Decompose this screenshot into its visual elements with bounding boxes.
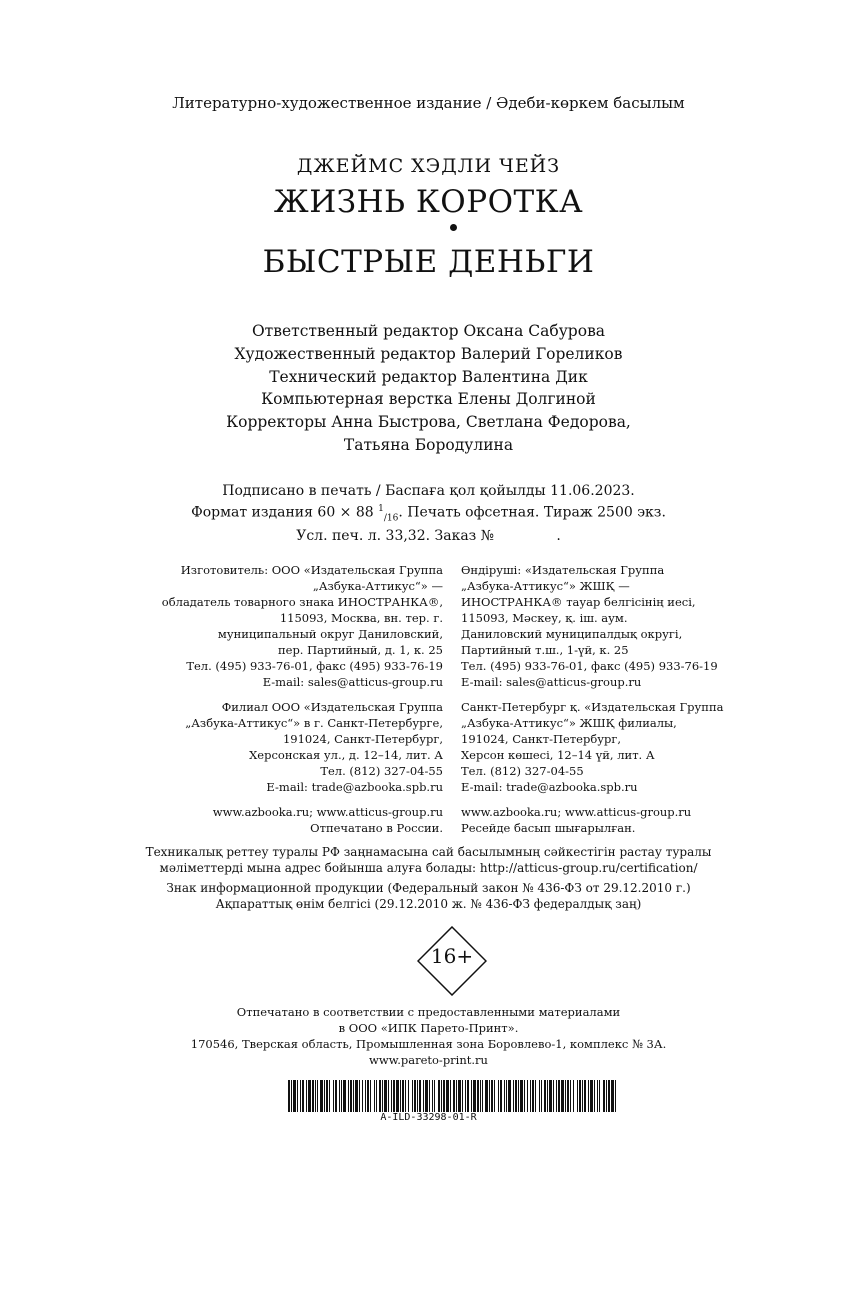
imprint-left-column <box>120 562 443 836</box>
tech-line: мәліметтерді мына адрес бойынша алуға болады: http://atticus-group.ru/certification/ <box>159 861 698 875</box>
tech-line: Знак информационной продукции (Федеральный закон № 436-ФЗ от 29.12.2010 г.) <box>166 881 691 895</box>
imprint-line: Филиал ООО «Издательская Группа <box>221 700 443 714</box>
imprint-right-column <box>461 562 761 836</box>
credit-line: Татьяна Бородулина <box>343 435 514 454</box>
imprint-line: „Азбука-Аттикус“» в г. Санкт-Петербурге, <box>185 716 443 730</box>
tech-line: Техникалық реттеу туралы РФ заңнамасына сай басылымның сәйкестігін растау туралы <box>145 845 712 859</box>
printing-house-info <box>0 1004 857 1068</box>
imprint-line: „Азбука-Аттикус“» — <box>312 579 443 593</box>
imprint-line: Өндіруші: «Издательская Группа <box>461 563 665 577</box>
imprint-line: 115093, Москва, вн. тер. г. <box>279 611 443 625</box>
imprint-line: Санкт-Петербург қ. «Издательская Группа <box>461 700 724 714</box>
age-rating-label: 16+ <box>430 944 474 968</box>
imprint-line: обладатель товарного знака ИНОСТРАНКА®, <box>161 595 443 609</box>
author-name: ДЖЕЙМС ХЭДЛИ ЧЕЙЗ <box>296 155 561 177</box>
imprint-line: Тел. (495) 933-76-01, факс (495) 933-76-19 <box>461 659 718 673</box>
credit-line: Компьютерная верстка Елены Долгиной <box>261 390 596 409</box>
imprint-line: пер. Партийный, д. 1, к. 25 <box>277 643 443 657</box>
footer-line: www.pareto-print.ru <box>369 1053 488 1067</box>
imprint-line: 191024, Санкт-Петербург, <box>461 732 622 746</box>
imprint-line: 115093, Мәскеу, қ. іш. аум. <box>461 611 628 625</box>
imprint-line: Даниловский муниципалдық округі, <box>461 627 683 641</box>
imprint-line: Тел. (812) 327-04-55 <box>320 764 443 778</box>
book-title-1: ЖИЗНЬ КОРОТКА <box>273 184 584 220</box>
footer-line: в ООО «ИПК Парето-Принт». <box>338 1021 519 1035</box>
imprint-line: Тел. (812) 327-04-55 <box>461 764 584 778</box>
imprint-line: „Азбука-Аттикус“» ЖШҚ — <box>461 579 630 593</box>
tech-line: Ақпараттық өнім белгісі (29.12.2010 ж. № 436-ФЗ федералдық заң) <box>215 897 642 911</box>
format-text: Формат издания 60 × 88 <box>191 504 379 521</box>
print-order: Усл. печ. л. 33,32. Заказ № . <box>296 528 561 545</box>
imprint-line: 191024, Санкт-Петербург, <box>282 732 443 746</box>
print-format <box>0 500 857 527</box>
credit-line: Корректоры Анна Быстрова, Светлана Федорова, <box>226 413 631 432</box>
imprint-line: Ресейде басып шығарылған. <box>461 821 636 835</box>
imprint-line: E-mail: sales@atticus-group.ru <box>461 675 642 689</box>
print-signed: Подписано в печать / Баспаға қол қойылды 11.06.2023. <box>222 483 635 499</box>
imprint-line: Херсонская ул., д. 12–14, лит. А <box>249 748 443 762</box>
imprint-line: Херсон көшесі, 12–14 үй, лит. А <box>461 748 655 762</box>
format-sup: 1 <box>378 504 384 514</box>
imprint-line: Изготовитель: ООО «Издательская Группа <box>180 563 443 577</box>
imprint-line: www.azbooka.ru; www.atticus-group.ru <box>212 805 443 819</box>
book-title-2: БЫСТРЫЕ ДЕНЬГИ <box>262 244 595 280</box>
credit-line: Ответственный редактор Оксана Сабурова <box>251 322 606 340</box>
imprint-line: „Азбука-Аттикус“» ЖШҚ филиалы, <box>461 716 677 730</box>
imprint-line: Тел. (495) 933-76-01, факс (495) 933-76-19 <box>186 659 443 673</box>
format-sub: /16 <box>383 513 399 524</box>
imprint-line: E-mail: trade@azbooka.spb.ru <box>266 780 443 794</box>
credit-line: Технический редактор Валентина Дик <box>269 367 588 386</box>
credit-line: Художественный редактор Валерий Гореликов <box>234 344 623 363</box>
footer-line: Отпечатано в соответствии с предоставленными материалами <box>236 1005 621 1019</box>
imprint-line: E-mail: trade@azbooka.spb.ru <box>461 780 638 794</box>
imprint-line: www.azbooka.ru; www.atticus-group.ru <box>461 805 692 819</box>
imprint-line: ИНОСТРАНКА® тауар белгісінің иесі, <box>461 595 696 609</box>
imprint-line: Отпечатано в России. <box>310 821 443 835</box>
print-info <box>0 482 857 545</box>
edition-type: Литературно-художественное издание / Әдеби-көркем басылым <box>172 94 685 112</box>
technical-regulation-notice <box>0 844 857 912</box>
credits <box>0 320 857 457</box>
footer-line: 170546, Тверская область, Промышленная зона Боровлево-1, комплекс № 3А. <box>190 1037 667 1051</box>
imprint-line: муниципальный округ Даниловский, <box>217 627 443 641</box>
barcode-icon <box>288 1080 618 1112</box>
imprint-line: Партийный т.ш., 1-үй, к. 25 <box>461 643 629 657</box>
format-text-2: . Печать офсетная. Тираж 2500 экз. <box>398 504 666 521</box>
barcode-number: A-ILD-33298-01-R <box>380 1112 477 1123</box>
title-separator-dot <box>450 224 457 231</box>
imprint-line: E-mail: sales@atticus-group.ru <box>262 675 443 689</box>
